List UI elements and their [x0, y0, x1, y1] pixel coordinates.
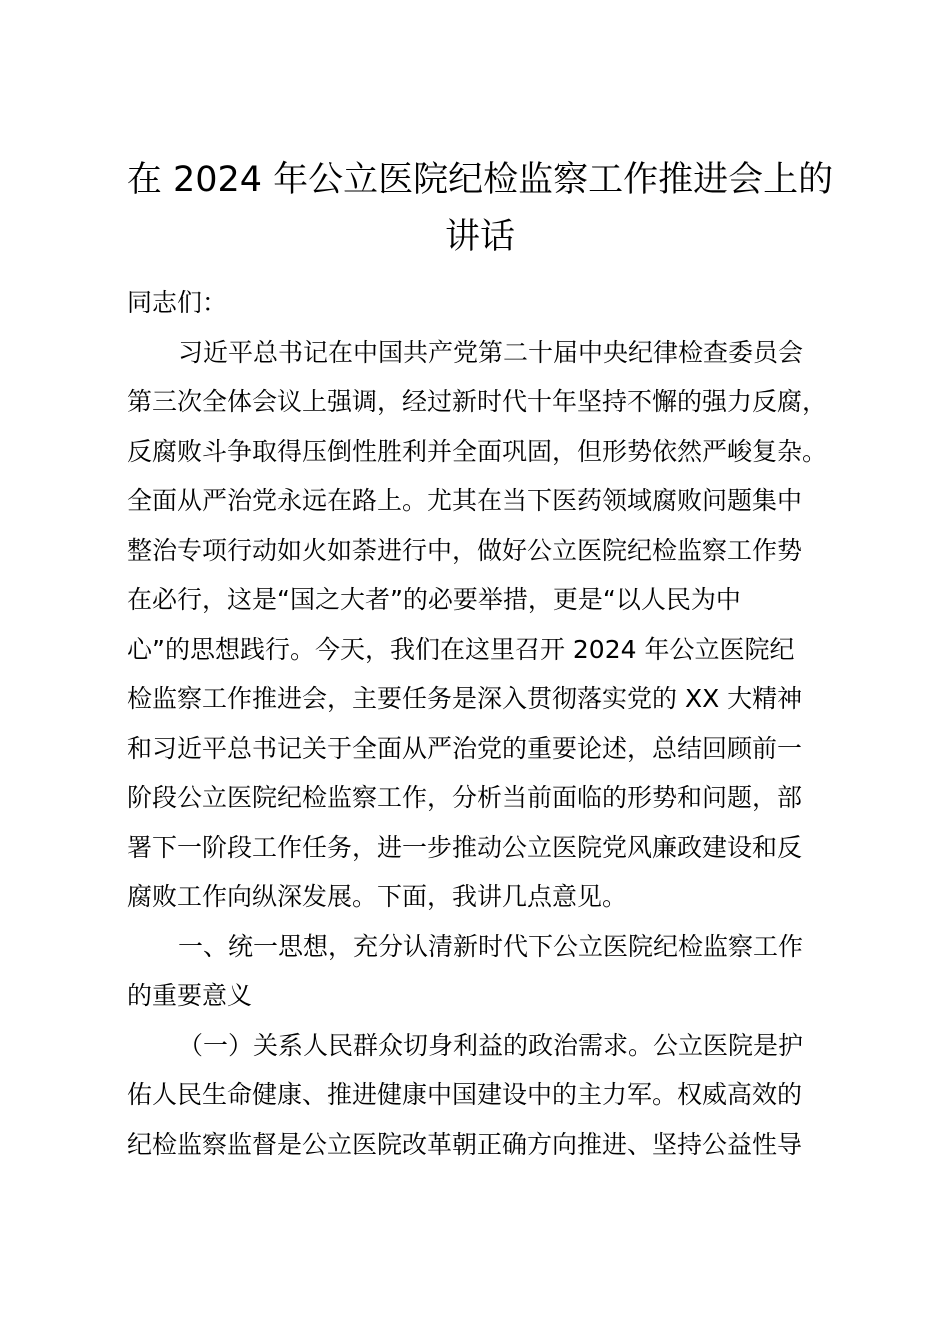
section-heading-line: 的重要意义 — [127, 981, 253, 1010]
paragraph-line: 在必行，这是“国之大者”的必要举措，更是“以人民为中 — [127, 585, 741, 614]
title-line-2: 讲话 — [444, 217, 515, 257]
section-heading-line: 一、统一思想，充分认清新时代下公立医院纪检监察工作 — [178, 931, 804, 961]
title-line-1: 在 2024 年公立医院纪检监察工作推进会上的 — [126, 160, 834, 200]
document-title — [110, 152, 850, 266]
salutation: 同志们： — [127, 288, 228, 317]
paragraph-line: 阶段公立医院纪检监察工作，分析当前面临的形势和问题，部 — [127, 783, 803, 812]
paragraph-line: 反腐败斗争取得压倒性胜利并全面巩固，但形势依然严峻复杂。 — [127, 436, 828, 466]
paragraph-line: 全面从严治党永远在路上。尤其在当下医药领域腐败问题集中 — [127, 486, 803, 515]
paragraph-line: 整治专项行动如火如荼进行中，做好公立医院纪检监察工作势 — [127, 535, 803, 565]
paragraph-line: 署下一阶段工作任务，进一步推动公立医院党风廉政建设和反 — [127, 832, 803, 862]
paragraph-line: 纪检监察监督是公立医院改革朝正确方向推进、坚持公益性导 — [127, 1129, 803, 1159]
document-body — [127, 278, 837, 1169]
paragraph-line: 和习近平总书记关于全面从严治党的重要论述，总结回顾前一 — [127, 733, 803, 763]
paragraph-line: 心”的思想践行。今天，我们在这里召开 2024 年公立医院纪 — [127, 634, 795, 664]
paragraph-line: 第三次全体会议上强调，经过新时代十年坚持不懈的强力反腐， — [127, 387, 828, 416]
paragraph-line: 佑人民生命健康、推进健康中国建设中的主力军。权威高效的 — [127, 1080, 803, 1109]
paragraph-line: 腐败工作向纵深发展。下面，我讲几点意见。 — [127, 882, 628, 911]
paragraph-line: 检监察工作推进会，主要任务是深入贯彻落实党的 XX 大精神 — [127, 684, 803, 713]
paragraph-line: 习近平总书记在中国共产党第二十届中央纪律检查委员会 — [178, 337, 804, 367]
paragraph-line: （一）关系人民群众切身利益的政治需求。公立医院是护 — [178, 1030, 804, 1060]
